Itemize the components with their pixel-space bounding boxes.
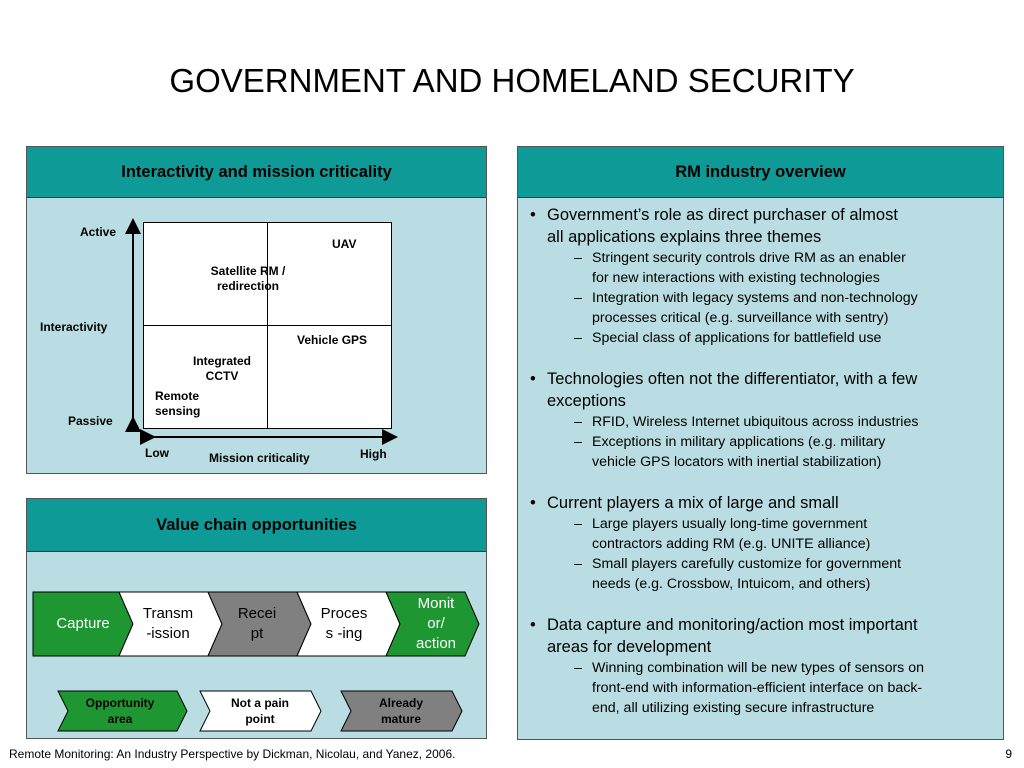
y-bottom-label: Passive (68, 414, 113, 428)
overview-panel-header: RM industry overview (518, 147, 1003, 198)
page-number: 9 (1005, 747, 1012, 761)
legend-already-mature: Already mature (378, 696, 424, 726)
bullet-group-1 (528, 204, 996, 348)
sub-bullet: – Exceptions in military applications (e.g. military vehicle GPS locators with inertial stabilization) (574, 434, 886, 470)
remote-sensing-label: Remote sensing (155, 389, 201, 418)
sub-bullet: – Large players usually long-time government contractors adding RM (e.g. UNITE alliance) (574, 516, 871, 552)
sub-bullet: – RFID, Wireless Internet ubiquitous across industries (574, 414, 919, 430)
legend-opportunity: Opportunity area (85, 696, 155, 726)
chain-step-monitor: Monit or/ action (415, 595, 457, 652)
bullet-group-2 (528, 368, 996, 472)
bullet-group-4 (528, 614, 996, 718)
chain-step-transmission: Transm -ission (142, 605, 194, 642)
chain-step-receipt: Recei pt (237, 605, 277, 642)
bullet-group-3 (528, 492, 996, 594)
bullet: • Data capture and monitoring/action most important areas for development (530, 616, 918, 656)
matrix-panel-header: Interactivity and mission criticality (27, 147, 486, 198)
x-left-label: Low (145, 446, 169, 460)
y-axis-label: Interactivity (40, 320, 108, 334)
sub-bullet: – Integration with legacy systems and non-technology processes critical (e.g. surveillance with sentry) (574, 290, 918, 326)
sub-bullet: – Special class of applications for battlefield use (574, 330, 882, 346)
chain-step-capture: Capture (56, 615, 110, 632)
bullet: • Government’s role as direct purchaser of almost all applications explains three themes (530, 206, 898, 246)
uav-label: UAV (332, 237, 357, 251)
value-chain-panel-header: Value chain opportunities (27, 499, 486, 552)
satellite-label: Satellite RM / redirection (210, 264, 286, 293)
x-axis-label: Mission criticality (209, 451, 310, 465)
sub-bullet: – Winning combination will be new types of sensors on front-end with information-efficient interface on back- end, all utilizing existing secure infrastructure (574, 660, 924, 716)
bullet: • Technologies often not the differentiator, with a few exceptions (530, 370, 918, 410)
overview-bullets (528, 204, 996, 718)
chain-step-processing: Proces s -ing (320, 605, 368, 642)
vehicle-gps-label: Vehicle GPS (297, 333, 368, 347)
bullet: • Current players a mix of large and small (530, 494, 839, 512)
cctv-label: Integrated CCTV (192, 354, 251, 383)
sub-bullet: – Stringent security controls drive RM as an enabler for new interactions with existing technologies (574, 250, 906, 286)
legend-not-pain-point: Not a pain point (230, 696, 289, 726)
sub-bullet: – Small players carefully customize for government needs (e.g. Crossbow, Intuicom, and others) (574, 556, 902, 592)
slide-title: GOVERNMENT AND HOMELAND SECURITY (169, 62, 855, 99)
footer-citation: Remote Monitoring: An Industry Perspective by Dickman, Nicolau, and Yanez, 2006. (9, 747, 456, 761)
x-right-label: High (360, 447, 387, 461)
y-top-label: Active (80, 225, 117, 239)
